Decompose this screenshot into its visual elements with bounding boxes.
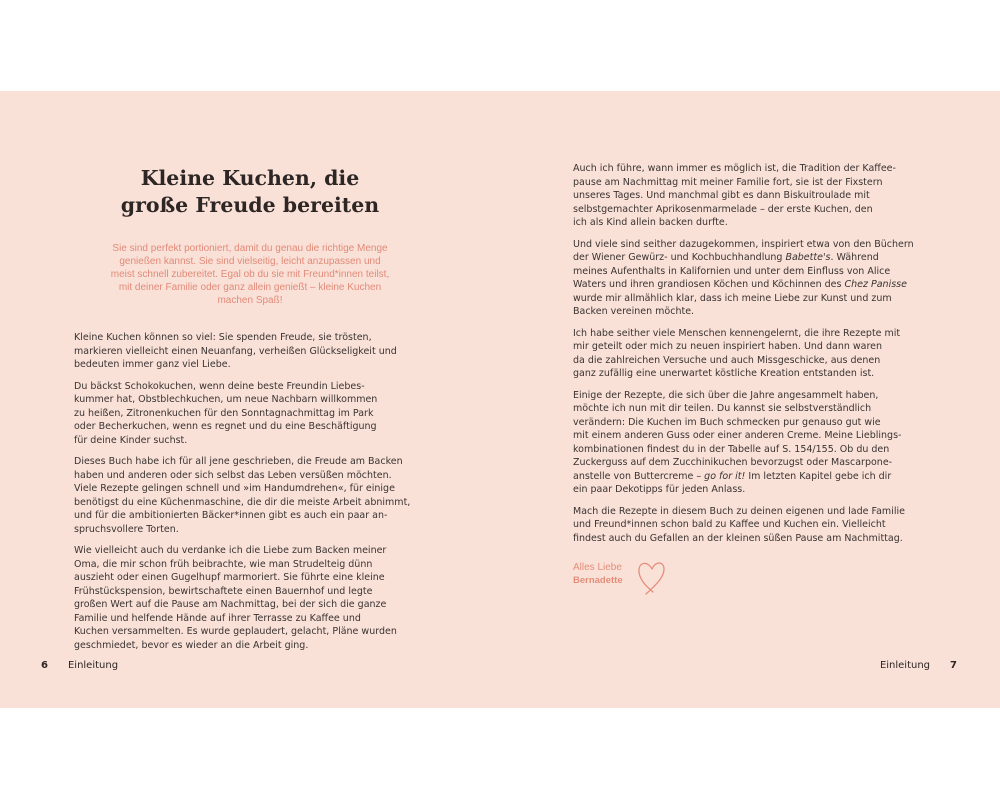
text-line: kombinationen findest du in der Tabelle auf S. 154/155. Ob du den [573,443,890,455]
text-line: geschmiedet, bevor es wieder an die Arbeit ging. [74,639,309,651]
restaurant-name: Chez Panisse [844,279,907,290]
text-line: Und viele sind seither dazugekommen, inspiriert etwa von den Büchern [573,238,914,250]
text-line: pause am Nachmittag mit meiner Familie fort, sie ist der Fixstern [573,176,883,188]
signature-greeting: Alles Liebe [573,562,622,573]
text-line: Dieses Buch habe ich für all jene geschrieben, die Freude am Backen [74,456,403,467]
text-line: oder Becherkuchen, wenn es regnet und du eine Beschäftigung [74,421,377,432]
intro-line: mit deiner Familie oder ganz allein genießt – kleine Kuchen [118,282,382,293]
text-line: haben und anderen oder sich selbst das Leben versüßen möchten. [74,469,392,481]
text-line: meines Aufenthalts in Kalifornien und unter dem Einfluss von Alice [573,265,891,277]
text-line: möchte ich nun mit dir teilen. Du kannst sie selbstverständlich [573,403,872,414]
text-fragment: der Wiener Gewürz- und Kochbuchhandlung [573,252,786,263]
title-line: Kleine Kuchen, die [140,166,360,190]
book-title: Babette's [785,252,831,263]
text-line: da die zahlreichen Versuche und auch Missgeschicke, aus denen [573,354,881,366]
text-line: Ich habe seither viele Menschen kennengelernt, die ihre Rezepte mit [573,327,901,339]
right-page-footer [880,658,957,674]
signature [573,561,773,611]
page-number: 6 [41,660,48,671]
text-line: Oma, die mir schon früh beibrachte, wie man Strudelteig dünn [74,558,373,570]
text-line: zu heißen, Zitronenkuchen für den Sonntagnachmittag im Park [74,407,374,419]
text-line: mit einem anderen Guss oder einer anderen Creme. Meine Lieblings- [573,430,902,441]
paragraph [573,238,963,319]
text-line [573,251,963,265]
right-body-text [573,162,963,553]
paragraph [573,162,963,230]
text-line: ich als Kind allein backen durfte. [573,217,728,228]
intro-line: meist schnell zubereitet. Egal ob du sie mit Freund*innen teilst, [110,269,390,280]
text-line: Du bäckst Schokokuchen, wenn deine beste Freundin Liebes- [74,380,365,392]
title-line: große Freude bereiten [120,193,380,217]
text-line: Einige der Rezepte, die sich über die Jahre angesammelt haben, [573,389,879,401]
paragraph [573,505,963,546]
paragraph [74,544,454,652]
text-fragment: . Während [830,252,879,263]
text-line: Familie und helfende Hände auf ihrer Terrasse zu Kaffee und [74,612,361,624]
left-page [0,91,500,708]
left-body-text [74,331,454,660]
text-line: ganz zufällig eine unerwartet köstliche Kreation entstanden ist. [573,368,875,379]
paragraph [74,380,454,448]
paragraph [74,331,454,372]
text-line: Kuchen versammelten. Es wurde geplaudert, gelacht, Pläne wurden [74,626,397,637]
text-fragment: Waters und ihren grandiosen Köchen und Köchinnen des [573,279,845,290]
text-line: Viele Rezepte gelingen schnell und »im Handumdrehen«, für einige [74,483,395,494]
left-page-footer [41,658,118,674]
text-fragment: anstelle von Buttercreme – [573,470,705,482]
text-line: für deine Kinder suchst. [74,434,188,446]
running-section-title: Einleitung [879,660,931,671]
text-line: Kleine Kuchen können so viel: Sie spenden Freude, sie trösten, [74,332,372,343]
text-line: Backen vereinen möchte. [573,306,695,317]
text-line [573,470,963,484]
text-line: wurde mir allmählich klar, dass ich meine Liebe zur Kunst und zum [573,292,892,304]
signature-name: Bernadette [573,575,623,586]
intro-text [80,242,420,307]
text-line: unseres Tages. Und manchmal gibt es dann Biskuitroulade mit [573,190,870,201]
running-section-title: Einleitung [67,660,119,671]
text-line: auszieht oder einen Gugelhupf marmoriert. Sie führte eine kleine [74,572,385,583]
text-line: markieren vielleicht einen Neuanfang, verheißen Glückseligkeit und [74,345,397,357]
paragraph [573,327,963,381]
text-line: Zuckerguss auf dem Zucchinikuchen bevorzugst oder Mascarpone- [573,457,893,468]
paragraph [573,389,963,497]
text-line: Frühstückspension, bewirtschaftete einen Bauernhof und legte [74,585,373,597]
paragraph [74,455,454,536]
text-line: und für die ambitionierten Bäcker*innen gibt es auch ein paar an- [74,510,388,521]
text-line: kummer hat, Obstblechkuchen, um neue Nachbarn willkommen [74,394,378,405]
book-spread [0,91,1000,708]
text-line: mir geteilt oder mich zu neuen inspiriert haben. Und dann waren [573,341,883,352]
text-fragment: Im letzten Kapitel gebe ich dir [745,470,892,482]
page-number: 7 [950,660,957,671]
emphasis: go for it! [704,470,746,482]
intro-line: genießen kannst. Sie sind vielseitig, leicht anzupassen und [119,256,381,267]
text-line: bedeuten immer ganz viel Liebe. [74,359,231,370]
text-line: findest auch du Gefallen an der kleinen süßen Pause am Nachmittag. [573,532,903,544]
text-line: selbstgemachter Aprikosenmarmelade – der erste Kuchen, den [573,203,873,215]
text-line [573,278,963,292]
text-line: Mach die Rezepte in diesem Buch zu deinen eigenen und lade Familie [573,505,905,517]
text-line: ein paar Dekotipps für jeden Anlass. [573,484,746,495]
text-line: großen Wert auf die Pause am Nachmittag, bei der sich die ganze [74,599,387,610]
intro-line: Sie sind perfekt portioniert, damit du genau die richtige Menge [112,243,388,254]
heart-icon [637,557,667,595]
text-line: benötigst du eine Küchenmaschine, die dir die meiste Arbeit abnimmt, [74,496,411,508]
text-line: Auch ich führe, wann immer es möglich ist, die Tradition der Kaffee- [573,163,896,174]
text-line: und Freund*innen schon bald zu Kaffee und Kuchen ein. Vielleicht [573,519,886,530]
text-line: spruchsvollere Torten. [74,523,179,535]
intro-line: machen Spaß! [217,295,283,306]
right-page [500,91,1000,708]
text-line: verändern: Die Kuchen im Buch schmecken pur genauso gut wie [573,416,881,428]
chapter-title [60,165,440,219]
text-line: Wie vielleicht auch du verdanke ich die Liebe zum Backen meiner [74,545,387,556]
